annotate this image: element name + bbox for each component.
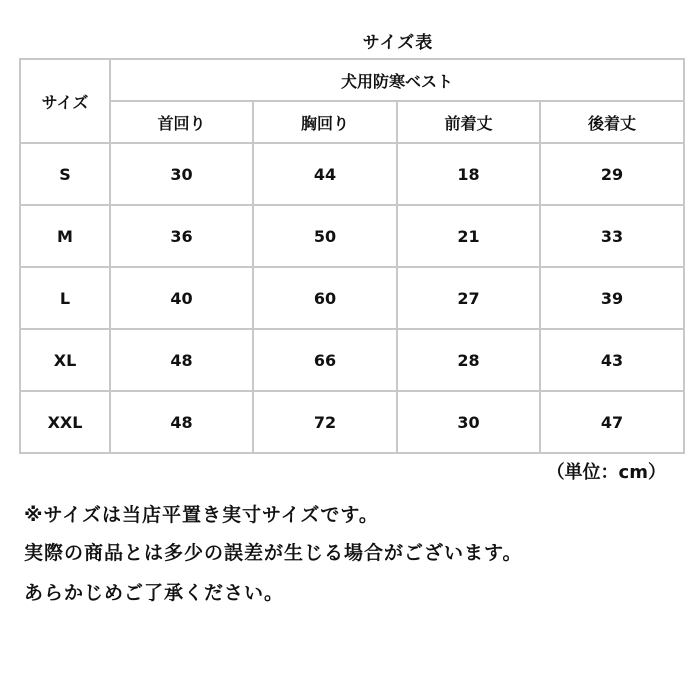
value-cell: 48 [110, 391, 253, 453]
table-row [20, 267, 684, 329]
column-header-chest: 胸回り [253, 101, 397, 143]
value-cell: 27 [397, 267, 540, 329]
value-cell: 21 [397, 205, 540, 267]
value-cell: 39 [540, 267, 684, 329]
size-table [19, 58, 685, 454]
value-cell: 36 [110, 205, 253, 267]
table-header-row [20, 59, 684, 101]
table-row [20, 205, 684, 267]
value-cell: 30 [397, 391, 540, 453]
value-cell: 48 [110, 329, 253, 391]
value-cell: 60 [253, 267, 397, 329]
value-cell: 29 [540, 143, 684, 205]
size-cell: M [20, 205, 110, 267]
product-header-cell: 犬用防寒ベスト [110, 59, 684, 101]
column-header-front-length: 前着丈 [397, 101, 540, 143]
note-line: 実際の商品とは多少の誤差が生じる場合がございます。 [24, 542, 523, 564]
size-cell: L [20, 267, 110, 329]
value-cell: 66 [253, 329, 397, 391]
note-line: ※サイズは当店平置き実寸サイズです。 [24, 504, 379, 526]
size-cell: S [20, 143, 110, 205]
size-cell: XXL [20, 391, 110, 453]
value-cell: 18 [397, 143, 540, 205]
value-cell: 72 [253, 391, 397, 453]
value-cell: 47 [540, 391, 684, 453]
column-header-back-length: 後着丈 [540, 101, 684, 143]
size-cell: XL [20, 329, 110, 391]
unit-label: （単位：cm） [546, 462, 666, 483]
value-cell: 50 [253, 205, 397, 267]
value-cell: 33 [540, 205, 684, 267]
table-row [20, 143, 684, 205]
value-cell: 28 [397, 329, 540, 391]
column-header-neck: 首回り [110, 101, 253, 143]
value-cell: 44 [253, 143, 397, 205]
value-cell: 30 [110, 143, 253, 205]
value-cell: 40 [110, 267, 253, 329]
table-row [20, 391, 684, 453]
value-cell: 43 [540, 329, 684, 391]
table-subheader-row [20, 101, 684, 143]
note-line: あらかじめご了承ください。 [24, 582, 285, 604]
page-title: サイズ表 [362, 33, 434, 53]
table-row [20, 329, 684, 391]
size-header-cell: サイズ [20, 59, 110, 143]
